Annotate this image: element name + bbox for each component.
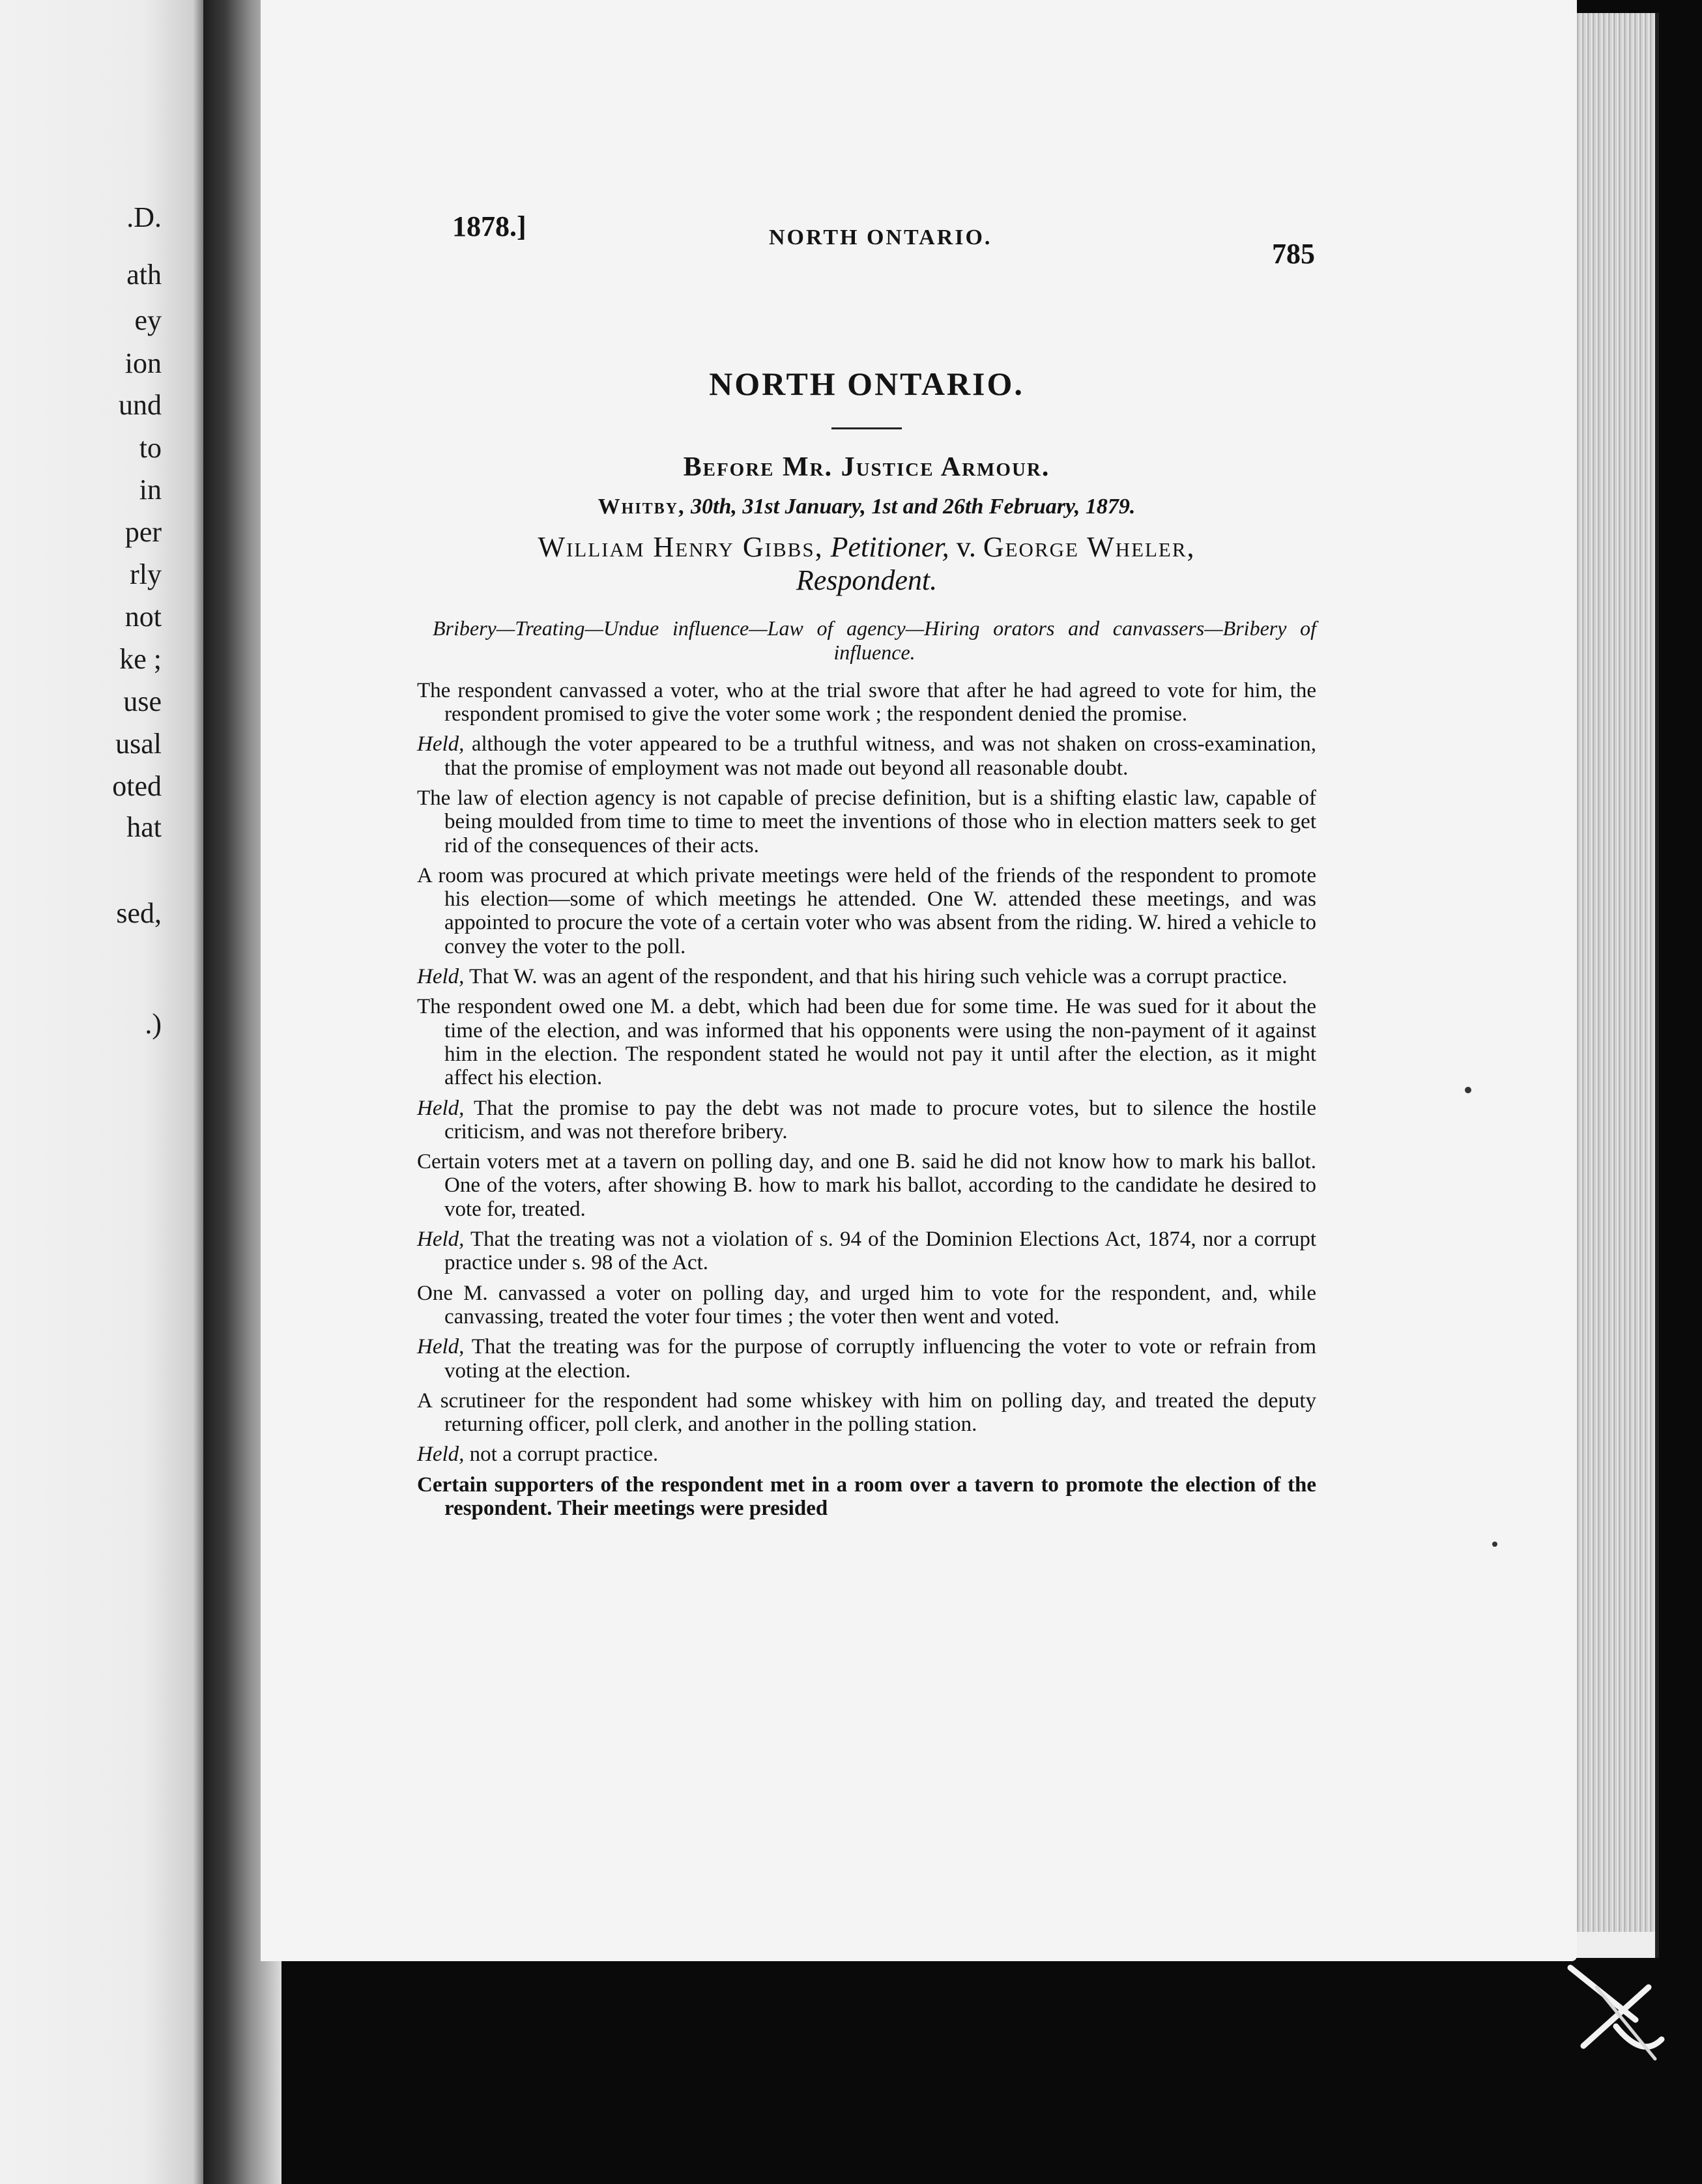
headnote-text: Certain supporters of the respondent met in a room over a tavern to promote the election of the respondent. Their meetings were presided (417, 1473, 1316, 1520)
case-title: NORTH ONTARIO. (709, 366, 1024, 402)
headnote-paragraph (417, 1389, 1316, 1437)
held-label: Held, (417, 1443, 465, 1467)
respondent-role: Respondent. (796, 564, 938, 596)
headnote-text: The respondent canvassed a voter, who at the trial swore that after he had agreed to vote for him, the respondent promised to give the voter some work ; the respondent denied the promise. (417, 678, 1316, 726)
headnote-paragraph (417, 732, 1316, 780)
running-title: NORTH ONTARIO. (769, 225, 992, 250)
headnote-paragraph (417, 864, 1316, 958)
dust-speck (1492, 1542, 1497, 1547)
headnote-text: That the treating was for the purpose of corruptly influencing the voter to vote or refrain from voting at the election. (444, 1335, 1316, 1383)
held-label: Held, (417, 1228, 465, 1252)
held-label: Held, (417, 1335, 465, 1359)
left-page-text-fragment: .D. (126, 201, 162, 233)
judge-line: Before Mr. Justice Armour. (683, 452, 1050, 482)
headnote-text: not a corrupt practice. (464, 1443, 659, 1467)
parties (417, 531, 1316, 597)
headnote-paragraph (417, 1443, 1316, 1466)
book-page-edges (1564, 13, 1659, 1958)
left-page-text-fragment: ion (124, 347, 162, 379)
left-page-fragment (0, 0, 203, 2184)
left-page-text-fragment: per (124, 516, 162, 548)
headnote-text: A scrutineer for the respondent had some whiskey with him on polling day, and treated the deputy returning officer, poll clerk, and another in the polling station. (417, 1388, 1316, 1437)
headnote-paragraph (417, 786, 1316, 857)
headnote-text: That W. was an agent of the respondent, and that his hiring such vehicle was a corrupt practice. (464, 965, 1288, 989)
headnote-paragraph (417, 679, 1316, 726)
left-page-text-fragment: hat (126, 811, 162, 843)
headnote-text: A room was procured at which private meetings were held of the friends of the respondent to promote his election—some of which meetings he attended. One W. attended these meetings, and was appointed to procure the vote of a certain voter who was absent from the riding. W. hired a vehicle to convey the voter to the poll. (417, 863, 1316, 958)
held-label: Held, (417, 732, 465, 756)
headnote-text: That the treating was not a violation of s. 94 of the Dominion Elections Act, 1874, nor a corrupt practice under s. 98 of the Act. (444, 1228, 1316, 1275)
page-scuff-mark (1557, 1948, 1675, 2078)
headnote-paragraph (417, 1097, 1316, 1144)
left-page-text-fragment: rly (130, 558, 162, 590)
left-page-text-fragment: ath (126, 259, 162, 291)
left-page-text-fragment: not (124, 601, 162, 633)
title-rule (831, 427, 902, 429)
left-page-text-fragment: .) (145, 1008, 162, 1040)
headnote-paragraph (417, 1150, 1316, 1221)
left-page-text-fragment: use (123, 685, 162, 717)
headnote-text: One M. canvassed a voter on polling day, and urged him to vote for the respondent, and, while canvassing, treated the voter four times ; the voter then went and voted. (417, 1281, 1316, 1329)
petitioner-role: Petitioner, (830, 531, 949, 563)
header-year: 1878.] (452, 210, 526, 242)
headnote-paragraph (417, 1473, 1316, 1521)
headnote-text: although the voter appeared to be a truthful witness, and was not shaken on cross-examination, that the promise of employment was not made out beyond all reasonable doubt. (444, 732, 1316, 780)
left-page-text-fragment: usal (115, 728, 162, 760)
held-label: Held, (417, 965, 465, 989)
left-page-text-fragment: oted (112, 770, 162, 802)
left-page-text-fragment: sed, (116, 897, 162, 929)
held-label: Held, (417, 1096, 465, 1120)
left-page-text-fragment: to (139, 432, 162, 464)
headnote-text: The respondent owed one M. a debt, which had been due for some time. He was sued for it about the time of the election, and was informed that his opponents were using the non-payment of it against him in the election. The respondent stated he would not pay it until after the election, as it might affect his election. (417, 995, 1316, 1090)
headnote-paragraph (417, 965, 1316, 988)
left-page-text-fragment: in (139, 474, 162, 506)
left-page-text-fragment: und (119, 389, 162, 421)
venue-place: Whitby, (598, 495, 685, 519)
headnote-text: Certain voters met at a tavern on polling day, and one B. said he did not know how to mark his ballot. One of the voters, after showing B. how to mark his ballot, according to the candidate he desired to vote for, treated. (417, 1150, 1316, 1221)
headnote-paragraph (417, 995, 1316, 1089)
headnote-paragraph (417, 1228, 1316, 1275)
respondent-name: George Wheler, (983, 531, 1196, 563)
headnote-text: That the promise to pay the debt was not made to procure votes, but to silence the hostile criticism, and was not therefore bribery. (444, 1096, 1316, 1143)
page-number: 785 (1272, 238, 1315, 270)
versus: v. (956, 531, 976, 563)
catchwords: Bribery—Treating—Undue influence—Law of agency—Hiring orators and canvassers—Bribery of influence. (433, 616, 1316, 664)
left-page-text-fragment: ke ; (119, 643, 162, 675)
headnote-text: The law of election agency is not capable of precise definition, but is a shifting elastic law, capable of being moulded from time to time to meet the inventions of those who in election matters seek to get rid of the consequences of their acts. (417, 786, 1316, 857)
case-report (417, 365, 1316, 1527)
left-page-text-fragment: ey (134, 304, 162, 336)
venue-dates: 30th, 31st January, 1st and 26th February, 1879. (691, 495, 1136, 519)
venue-line (417, 495, 1316, 519)
headnotes (417, 679, 1316, 1521)
headnote-paragraph (417, 1335, 1316, 1383)
petitioner-name: William Henry Gibbs, (538, 531, 824, 563)
headnote-paragraph (417, 1282, 1316, 1329)
dust-speck (1465, 1087, 1471, 1093)
